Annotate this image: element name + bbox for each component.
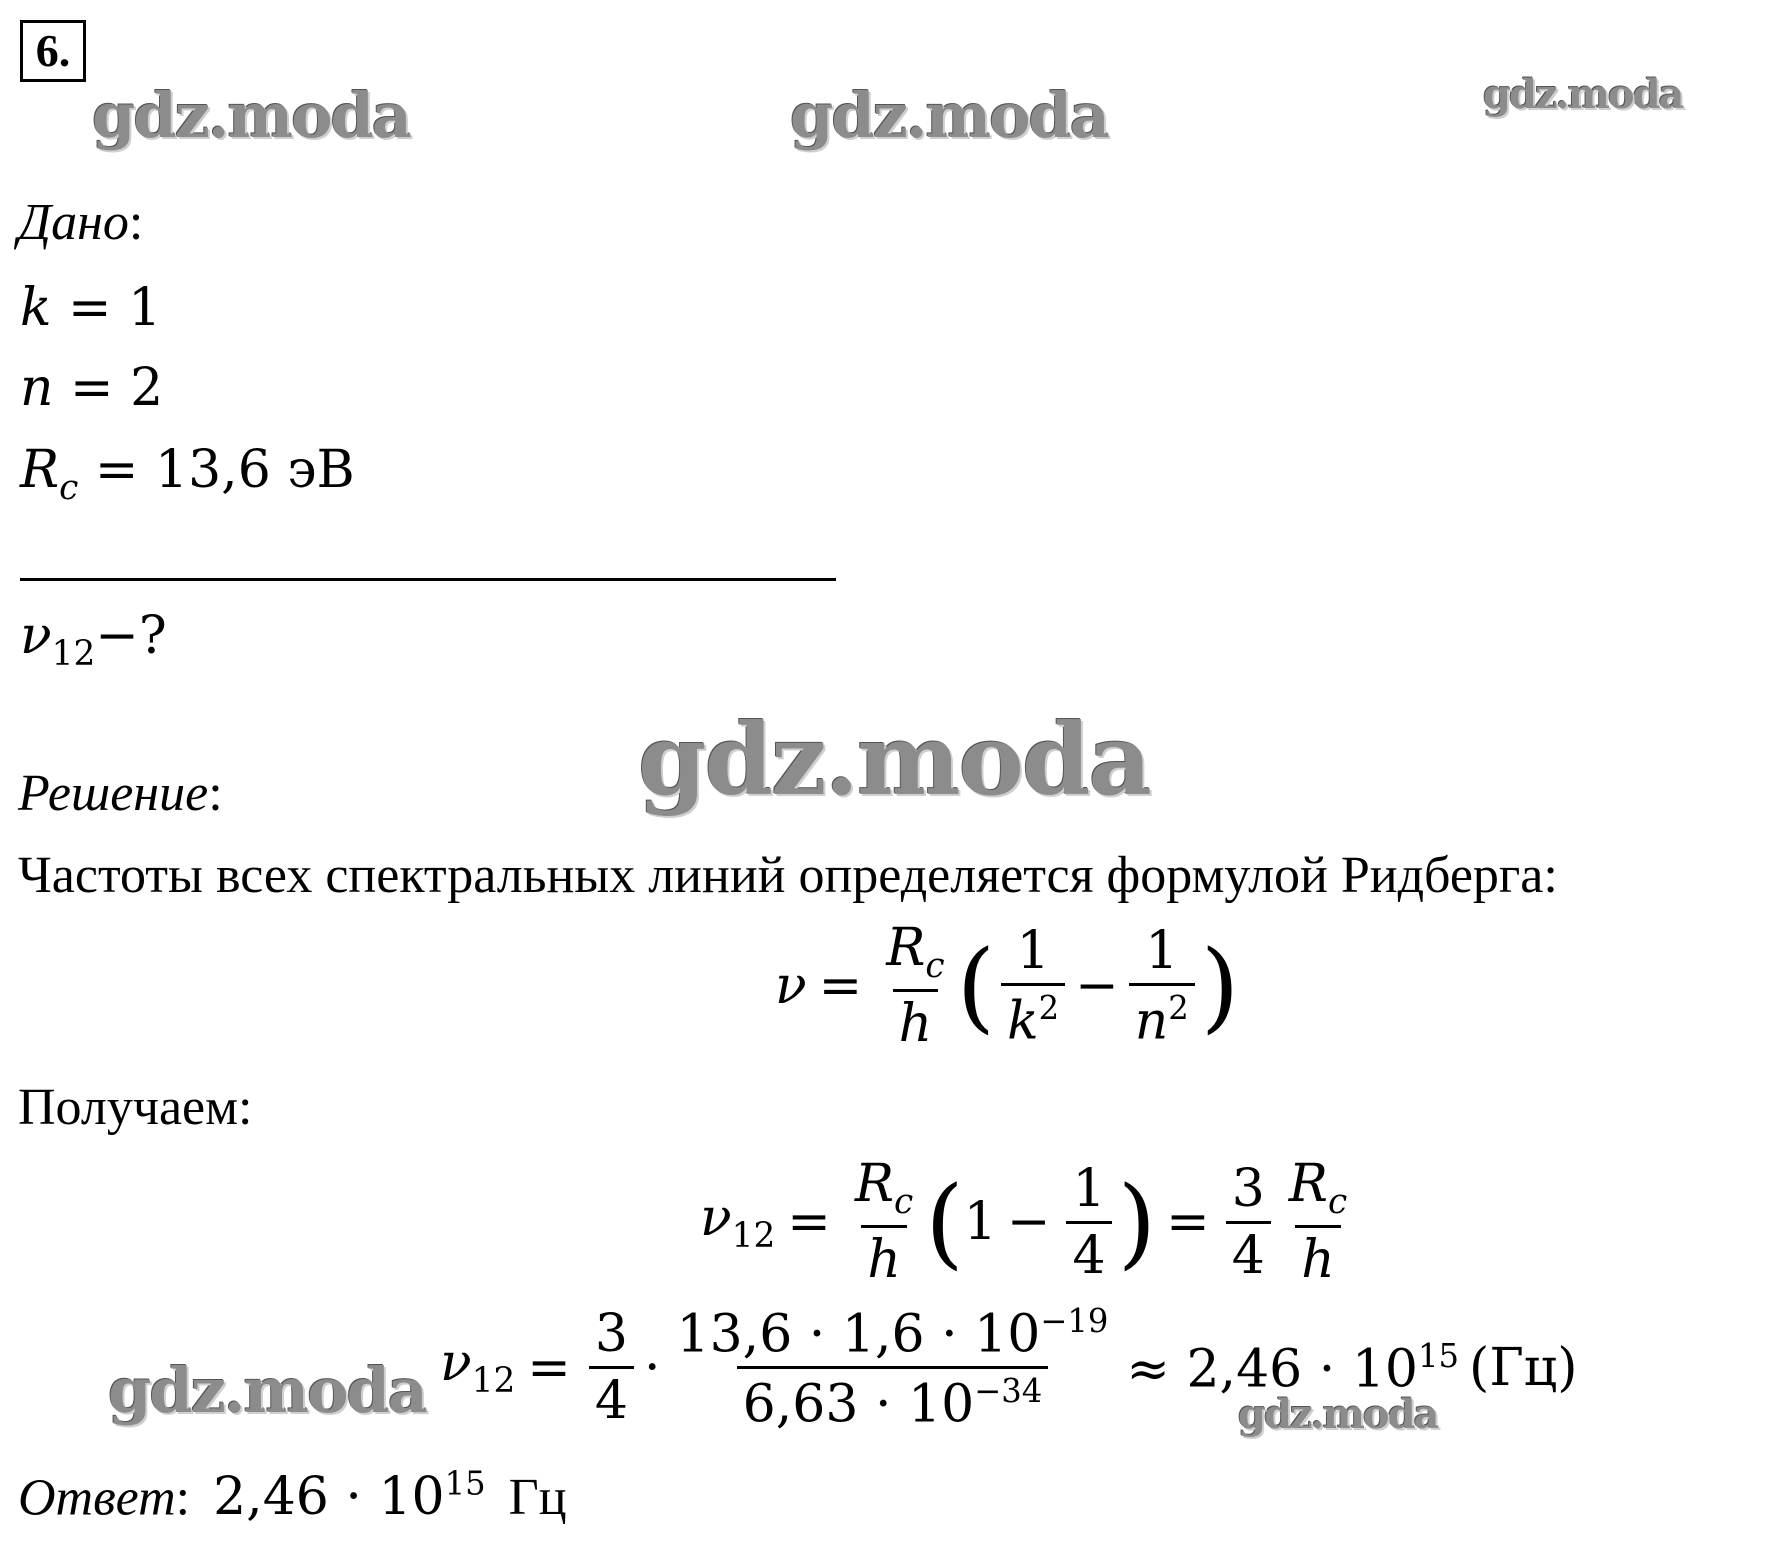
answer-line: Ответ: $2,46 \cdot 10^{15}$ Гц (18, 1465, 567, 1528)
problem-number: 6. (20, 20, 86, 82)
watermark-bottom-left: gdz.moda (108, 1354, 426, 1427)
solution-heading: Решение: (18, 765, 223, 822)
watermark-top-right: gdz.moda (1483, 71, 1683, 118)
rydberg-formula: ν = $\frac{R_c}{h}$ ( $\frac{1}{k^2}$ − $\frac{1}{n^2}$ ) (775, 918, 1240, 1055)
answer-label: Ответ (18, 1469, 176, 1527)
answer-unit: Гц (508, 1469, 567, 1527)
watermark-bottom-right: gdz.moda (1238, 1391, 1438, 1438)
receive-label: Получаем: (18, 1079, 253, 1136)
nu12-numeric-formula: $\nu_{12}$ = $\frac{3}{4}$ · $\frac{13,6 \cdot 1,6 \cdot 10^{-19}}{6,63 \cdot 10^{-34}}$ ≈ $2,46 \cdot 10^{15}$ (Гц) (440, 1302, 1578, 1435)
given-divider (20, 578, 836, 581)
given-heading: Дано: (18, 194, 144, 251)
find-quantity: $\nu_{12}-$? (20, 606, 167, 674)
watermark-top-left: gdz.moda (92, 79, 410, 152)
nu12-symbolic-formula: $\nu_{12}$ = $\frac{R_c}{h}$ ( 1 − $\frac{1}{4}$ ) = $\frac{3}{4}$ $\frac{R_c}{h}$ (700, 1154, 1348, 1291)
given-n: n = 2 (20, 358, 164, 418)
given-rc: $R_c = 13,6$ эВ (20, 440, 355, 508)
given-k: k = 1 (20, 278, 162, 338)
answer-value: $2,46 \cdot 10^{15}$ (213, 1465, 486, 1528)
watermark-middle: gdz.moda (638, 703, 1150, 818)
watermark-top-center: gdz.moda (790, 79, 1108, 152)
solution-intro: Частоты всех спектральных линий определяется формулой Ридберга: (18, 847, 1558, 904)
